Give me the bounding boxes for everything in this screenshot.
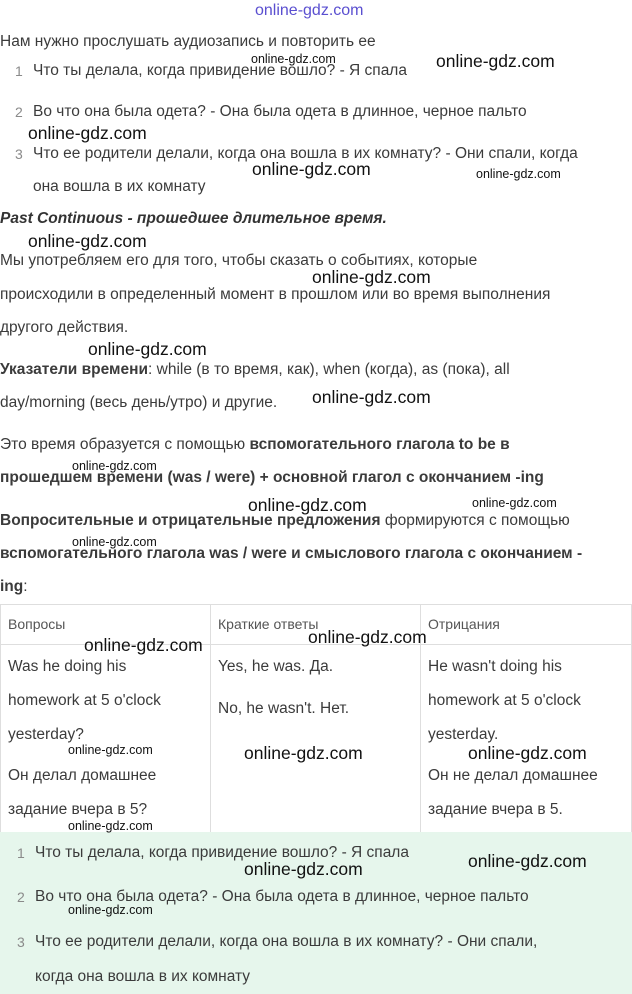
watermark: online-gdz.com	[72, 459, 157, 473]
watermark: online-gdz.com	[28, 231, 147, 251]
watermark: online-gdz.com	[436, 51, 555, 71]
watermark: online-gdz.com	[88, 339, 207, 359]
usage-line-2: происходили в определенный момент в прошлом или во время выполнения	[0, 286, 551, 303]
list1-num-2: 2	[15, 104, 23, 120]
list1-num-1: 1	[15, 63, 23, 79]
watermark: online-gdz.com	[312, 267, 431, 287]
questions-normal-3: :	[23, 578, 28, 595]
watermark: online-gdz.com	[468, 743, 587, 763]
questions-bold-1: Вопросительные и отрицательные предложения	[0, 512, 381, 529]
list2-item-3-line2: когда она вошла в их комнату	[35, 968, 251, 985]
formation-line-2: прошедшем времени (was / were) + основной глагол с окончанием -ing	[0, 469, 544, 486]
watermark: online-gdz.com	[28, 123, 147, 143]
watermark: online-gdz.com	[476, 167, 561, 181]
list2-num-1: 1	[17, 845, 25, 861]
intro-text: Нам нужно прослушать аудиозапись и повторить ее	[0, 33, 376, 50]
header-watermark: online-gdz.com	[255, 2, 364, 19]
table-cell-n-4: Он не делал домашнее	[428, 767, 598, 784]
table-cell-n-1: He wasn't doing his	[428, 658, 562, 675]
watermark: online-gdz.com	[244, 743, 363, 763]
watermark: online-gdz.com	[308, 627, 427, 647]
watermark: online-gdz.com	[68, 903, 153, 917]
table-cell-q-5: задание вчера в 5?	[8, 801, 148, 818]
watermark: online-gdz.com	[248, 495, 367, 515]
table-cell-n-5: задание вчера в 5.	[428, 801, 563, 818]
list1-num-3: 3	[15, 146, 23, 162]
markers-label: Указатели времени	[0, 361, 149, 378]
usage-line-1: Мы употребляем его для того, чтобы сказать о событиях, которые	[0, 252, 478, 269]
table-cell-a-1: Yes, he was. Да.	[218, 658, 334, 675]
questions-line-3	[0, 578, 28, 596]
table-cell-a-2: No, he wasn't. Нет.	[218, 700, 350, 717]
table-header-questions: Вопросы	[8, 616, 66, 632]
list2-item-2: Во что она была одета? - Она была одета в длинное, черное пальто	[35, 888, 529, 905]
list1-item-3-line2: она вошла в их комнату	[33, 178, 206, 195]
watermark: online-gdz.com	[472, 496, 557, 510]
table-cell-q-3: yesterday?	[8, 726, 84, 743]
list2-num-2: 2	[17, 889, 25, 905]
markers-rest: : while (в то время, как), when (когда), as (пока), all	[148, 361, 510, 378]
table-cell-q-2: homework at 5 o'clock	[8, 692, 161, 709]
watermark: online-gdz.com	[251, 52, 336, 66]
table-cell-n-3: yesterday.	[428, 726, 499, 743]
table-header-negations: Отрицания	[428, 616, 500, 632]
questions-line-2: вспомогательного глагола was / were и смыслового глагола с окончанием -	[0, 545, 583, 562]
list1-item-2: Во что она была одета? - Она была одета в длинное, черное пальто	[33, 103, 527, 120]
watermark: online-gdz.com	[84, 635, 203, 655]
past-continuous-heading: Past Continuous - прошедшее длительное время.	[0, 210, 387, 227]
usage-line-3: другого действия.	[0, 319, 129, 336]
watermark: online-gdz.com	[244, 859, 363, 879]
watermark: online-gdz.com	[312, 387, 431, 407]
list2-item-3-line1: Что ее родители делали, когда она вошла в их комнату? - Они спали,	[35, 933, 538, 950]
questions-normal-1: формируются с помощью	[380, 512, 570, 529]
watermark: online-gdz.com	[252, 159, 371, 179]
list1-item-1: Что ты делала, когда привидение вошло? - Я спала	[33, 62, 407, 79]
list2-num-3: 3	[17, 934, 25, 950]
watermark: online-gdz.com	[68, 819, 153, 833]
markers-line-2: day/morning (весь день/утро) и другие.	[0, 394, 278, 411]
formation-line-1	[0, 436, 510, 454]
list2-item-1: Что ты делала, когда привидение вошло? - Я спала	[35, 844, 409, 861]
questions-bold-3: ing	[0, 578, 24, 595]
watermark: online-gdz.com	[72, 535, 157, 549]
table-cell-q-1: Was he doing his	[8, 658, 127, 675]
table-cell-n-2: homework at 5 o'clock	[428, 692, 581, 709]
formation-normal: Это время образуется с помощью	[0, 436, 250, 453]
watermark: online-gdz.com	[468, 851, 587, 871]
watermark: online-gdz.com	[68, 743, 153, 757]
table-header-short-answers: Краткие ответы	[218, 616, 319, 632]
list1-item-3-line1: Что ее родители делали, когда она вошла в их комнату? - Они спали, когда	[33, 145, 578, 162]
formation-bold-1: вспомогательного глагола to be в	[249, 436, 510, 453]
markers-line-1	[0, 361, 510, 379]
table-cell-q-4: Он делал домашнее	[8, 767, 157, 784]
